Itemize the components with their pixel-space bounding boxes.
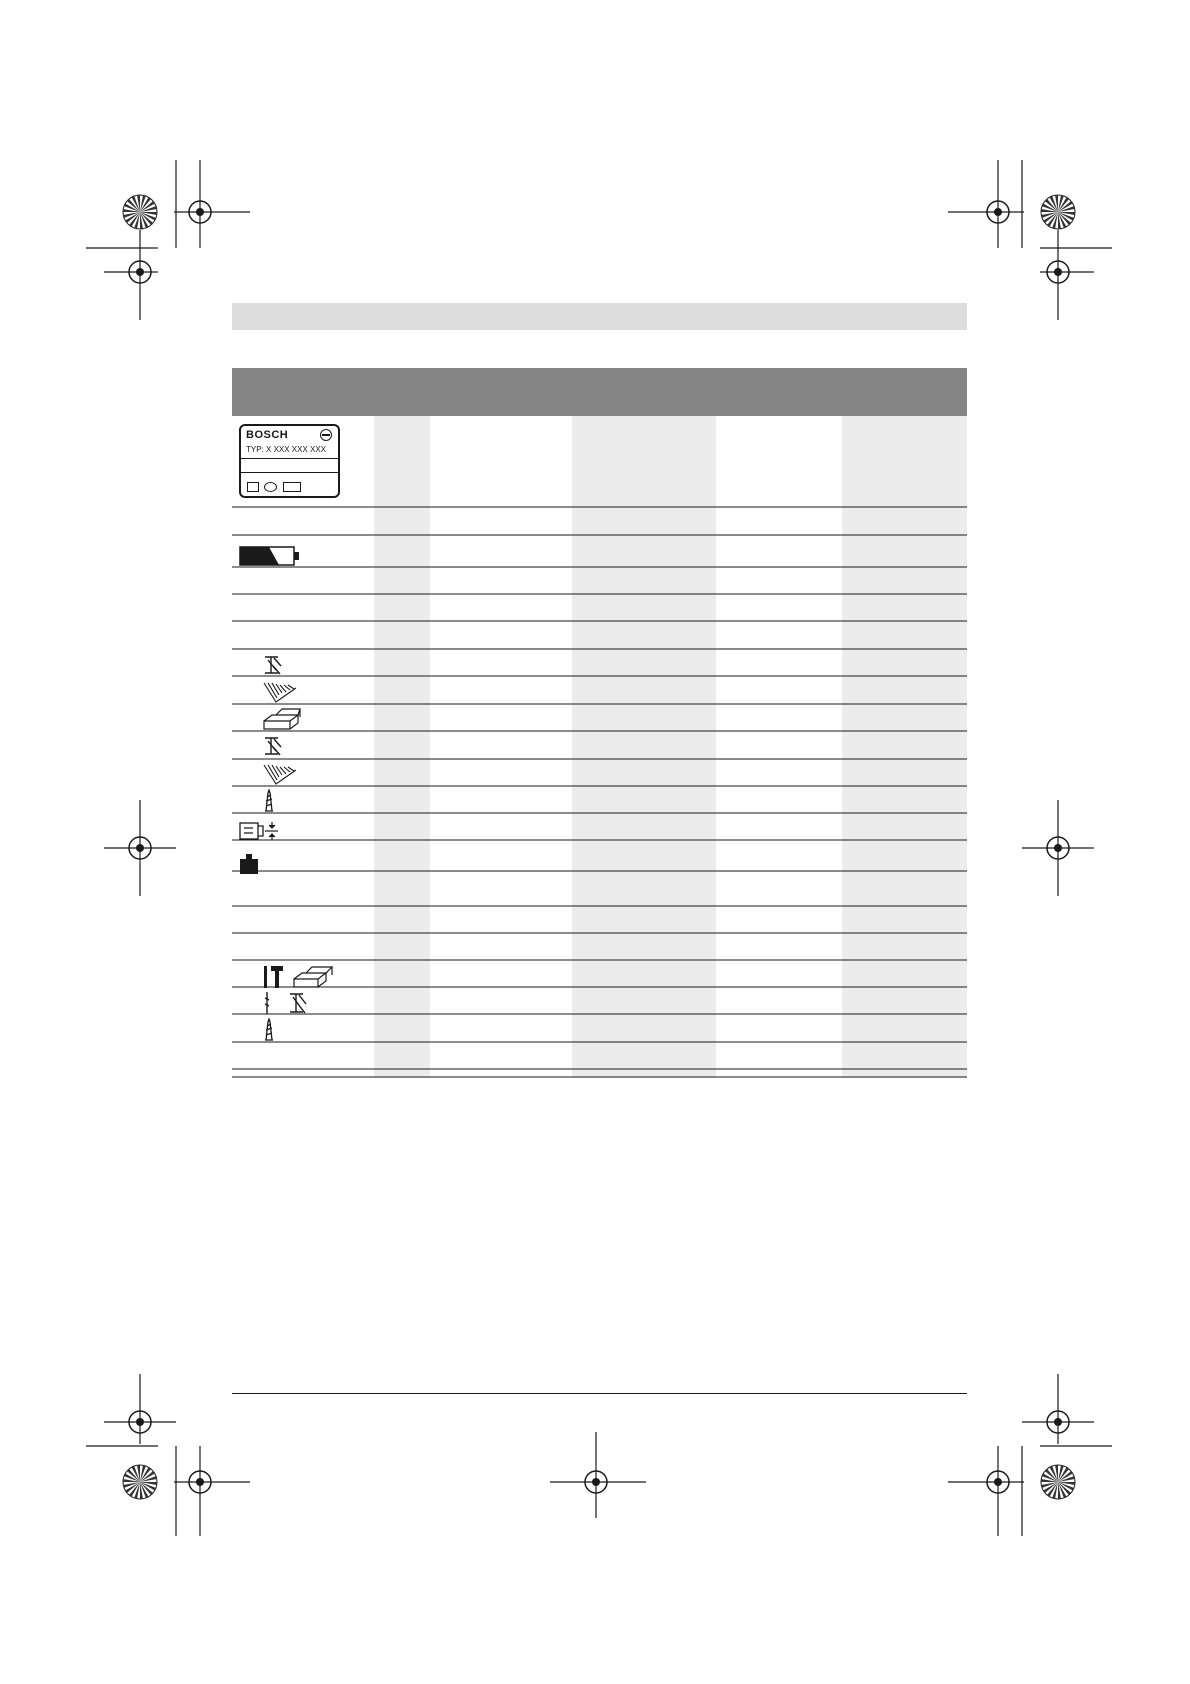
wood-icon bbox=[262, 680, 298, 704]
nameplate-brand: BOSCH bbox=[246, 429, 289, 441]
bosch-logo-icon bbox=[320, 429, 332, 441]
steel-beam-icon bbox=[262, 654, 284, 676]
hammer-drill-brick-icon bbox=[262, 963, 336, 991]
spec-table bbox=[232, 416, 967, 1078]
battery-icon bbox=[239, 545, 301, 567]
wood-icon bbox=[262, 762, 298, 786]
nameplate bbox=[239, 424, 340, 498]
circle-symbol-icon bbox=[264, 482, 277, 492]
header-band bbox=[232, 303, 967, 330]
screw-icon bbox=[262, 789, 276, 813]
nameplate-type: TYP: X XXX XXX XXX bbox=[246, 445, 327, 454]
footer-rule bbox=[232, 1393, 967, 1394]
drill-bit-steel-icon bbox=[262, 990, 310, 1016]
steel-beam-icon bbox=[262, 735, 284, 757]
brick-icon bbox=[262, 707, 304, 731]
rectangle-symbol-icon bbox=[283, 482, 301, 492]
weight-icon bbox=[239, 853, 259, 875]
screw-icon bbox=[262, 1018, 276, 1042]
square-symbol-icon bbox=[247, 482, 259, 492]
drill-chuck-icon bbox=[239, 820, 279, 842]
table-header bbox=[232, 368, 967, 416]
